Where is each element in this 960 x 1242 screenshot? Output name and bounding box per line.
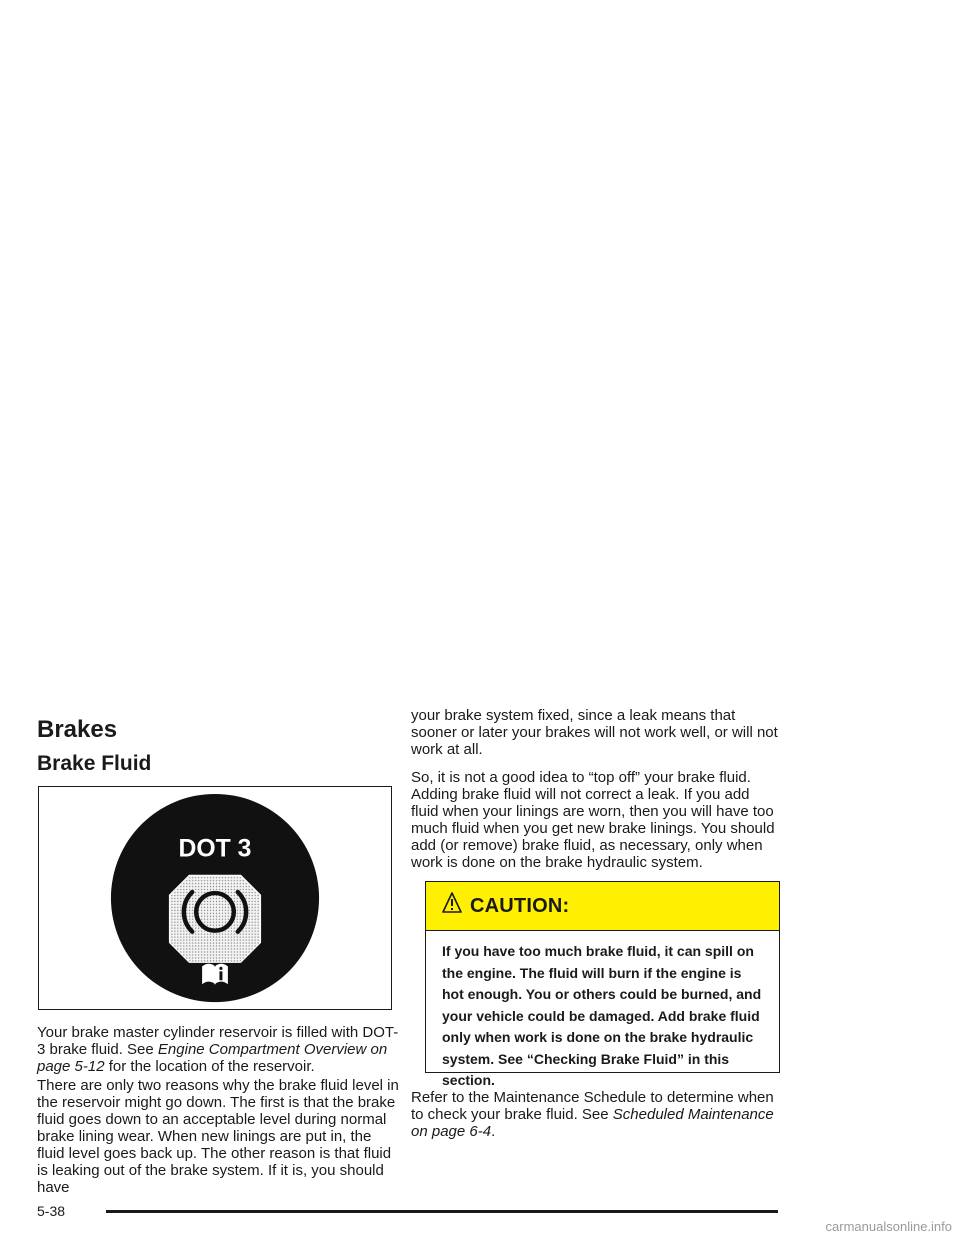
fluid-level-paragraph: There are only two reasons why the brake fluid level in the reservoir might go down. The first is that the brake fluid goes down to an acceptable level during normal brake lining wear. When new linings are put in, the fluid level goes back up. The other reason is that fluid is leaking out of the brake system. If it is, you should have — [37, 1077, 399, 1196]
footer-rule — [106, 1210, 778, 1213]
caution-header — [426, 882, 779, 931]
caution-label: CAUTION: — [470, 894, 570, 917]
dot3-label: DOT 3 — [178, 835, 252, 863]
brake-leak-paragraph: your brake system fixed, since a leak means that sooner or later your brakes will not work well, or will not work at all. — [411, 707, 778, 758]
warning-triangle-icon — [442, 892, 462, 914]
dot3-cap-figure — [38, 786, 392, 1010]
caution-text: If you have too much brake fluid, it can spill on the engine. The fluid will burn if the engine is hot enough. You or others could be burned, and your vehicle could be damaged. Add brake fluid only when work is done on the brake hydraulic system. See “Checking Brake Fluid” in this section. — [442, 943, 762, 1088]
engine-compartment-reference[interactable]: Engine Compartment Overview on page 5-12 — [37, 1041, 388, 1075]
page-number: 5-38 — [37, 1203, 66, 1219]
scheduled-maintenance-reference[interactable]: Scheduled Maintenance on page 6-4 — [411, 1106, 774, 1140]
maintenance-paragraph: Refer to the Maintenance Schedule to determine when to check your brake fluid. See Scheduled Maintenance on page 6-4. — [411, 1089, 774, 1140]
brake-fluid-paragraph: Your brake master cylinder reservoir is filled with DOT-3 brake fluid. See Engine Compartment Overview on page 5-12 for the location of the reservoir. — [37, 1024, 399, 1075]
watermark: carmanualsonline.info — [825, 1219, 952, 1234]
caution-box — [425, 881, 780, 1088]
section-title: Brakes — [37, 716, 118, 743]
top-off-paragraph: So, it is not a good idea to “top off” your brake fluid. Adding brake fluid will not correct a leak. If you add fluid when your linings are worn, then you will have too much fluid when you get new brake linings. You should add (or remove) brake fluid, as necessary, only when work is done on the brake hydraulic system. — [411, 769, 775, 871]
subsection-title: Brake Fluid — [37, 752, 152, 775]
